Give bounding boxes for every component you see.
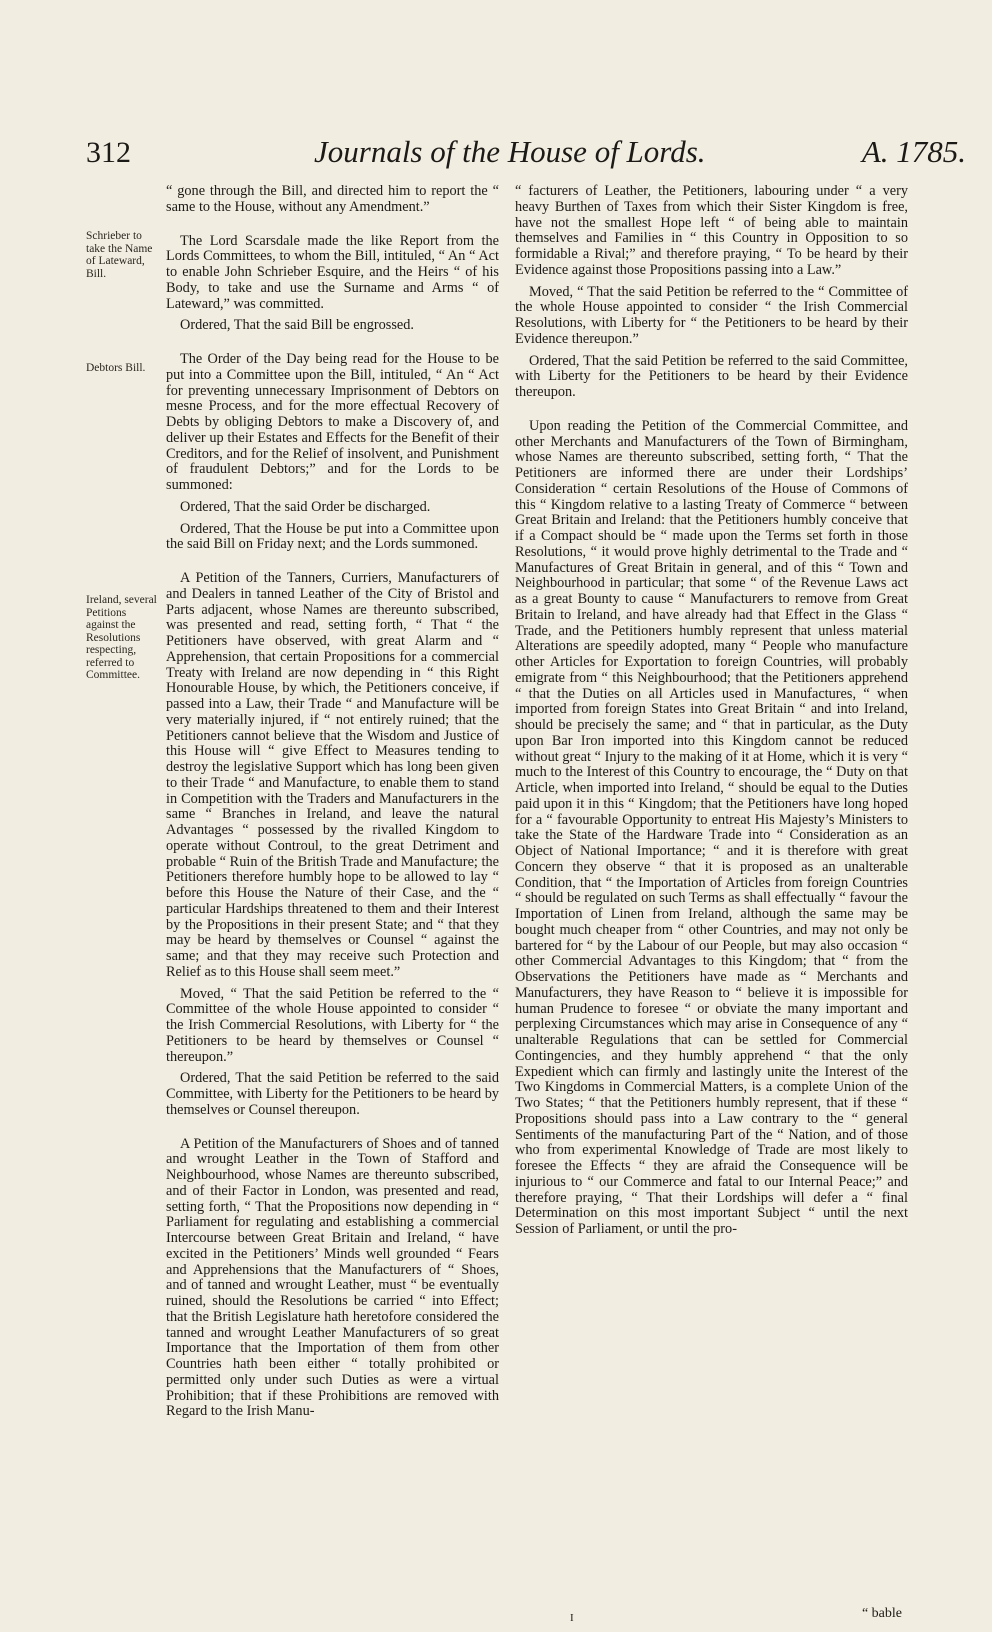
year-label: A. 1785. [861,134,966,169]
catchword: “ bable [861,1606,902,1621]
paragraph: A Petition of the Manufacturers of Shoes and of tanned and wrought Leather in the Town of Stafford and Neighbourhood, whose Names are thereunto subscribed, and of their Factor in London, was presented and read, setting forth, “ That the Propositions now depending in “ Parliament for regulating and establishing a commercial Intercourse between Great Britain and Ireland, “ have excited in the Petitioners’ Minds well grounded “ Fears and Apprehensions that the Manufacturers of “ Shoes, and of tanned and wrought Leather, must “ be eventually ruined, should the Resolutions be carried “ into Effect; that the British Legislature hath heretofore considered the tanned and wrought Leather Manufacturers of so great Importance that the Importation of them from other Countries hath been either “ totally prohibited or permitted only under such Duties as were a virtual Prohibition; that if these Prohibitions are removed with Regard to the Irish Manu- [166,1135,499,1420]
margin-note-schrieber-bill: Schrieber to take the Name of Lateward, Bill. [86,230,153,280]
paragraph: A Petition of the Tanners, Curriers, Manufacturers of and Dealers in tanned Leather of the City of Bristol and Parts adjacent, whose Names are thereunto subscribed, was presented and read, setting forth, “ That “ the Petitioners have observed, with great Alarm and “ Apprehension, that certain Propositions for a commercial Treaty with Ireland are now depending in “ this Right Honourable House, by which, the Petitioners conceive, if passed into a Law, their Trade “ and Manufacture will be very materially injured, if “ not entirely ruined; that the Petitioners cannot believe that the Wisdom and Justice of this House will “ give Effect to Measures tending to destroy the legislative Support which has long been given to their Trade “ and Manufacture, to enable them to stand in Competition with the Traders and Manufacturers in the same “ Branches in Ireland, and leave the natural Advantages “ possessed by the rivalled Kingdom to operate without Controul, to the great Detriment and probable “ Ruin of the British Trade and Manufacture; the Petitioners therefore humbly hope to be allowed to lay “ before this House the Nature of their Case, and the “ particular Hardships threatened to them and their Interest by the Propositions in their present State; and “ that they may be heard by themselves or Counsel “ against the same; and that they may receive such Protection and Relief as to this House shall seem meet.” [166,570,499,980]
margin-note-ireland-petitions: Ireland, several Petitions against the Resolutions respecting, referred to Committee. [86,594,157,681]
margin-note-debtors-bill: Debtors Bill. [86,362,146,374]
paragraph: Ordered, That the said Order be discharged. [180,498,431,515]
left-column [166,184,499,1426]
paragraph: Upon reading the Petition of the Commercial Committee, and other Merchants and Manufacturers of the Town of Birmingham, whose Names are thereunto subscribed, setting forth, “ That the Petitioners are informed there are under their Lordships’ Consideration “ certain Resolutions of the House of Commons of this “ Kingdom relative to a lasting Treaty of Commerce “ between Great Britain and Ireland: that the Petitioners humbly conceive that if a Compact should be “ made upon the Terms set forth in those Resolutions, “ it would prove highly detrimental to the Trade and “ Manufactures of Great Britain in general, and of this “ Town and Neighbourhood in particular; that some “ of the Revenue Laws act as a great Bounty to cause “ Manufacturers to remove from Great Britain to Ireland, and have already had that Effect in the Glass “ Trade, and the Petitioners humbly represent that unless material Alterations are speedily adopted, many “ People who manufacture other Articles for Exportation to foreign Countries, will probably emigrate from “ this Neighbourhood; that the Petitioners apprehend “ that the Duties on all Articles used in Manufactures, “ when imported from foreign States into Great Britain “ and into Ireland, should be precisely the same; and “ that in particular, as the Duty upon Bar Iron imported into this Kingdom cannot be reduced without great “ Injury to the making of it at Home, which it is very “ much to the Interest of this Country to encourage, the “ Duty on that Article, when imported into Ireland, “ should be equal to the Duties paid upon it in this “ Kingdom; that the Petitioners have long hoped for a “ favourable Opportunity to entreat His Majesty’s Ministers to take the State of the Hardware Trade into “ Consideration as an Object of National Importance; “ and it is therefore with great Concern they observe “ that it is proposed as an unalterable Condition, that “ the Importation of Articles from foreign Countries “ should be regulated on such Terms as shall effectually “ favour the Importation of Linen from Ireland, although the same may be bought much cheaper from “ other Countries, and may not only be bartered for “ by the Labour of our People, but may also occasion “ other Commercial Advantages to this Kingdom; that “ from the Observations the Petitioners have made as “ Merchants and Manufacturers, they have Reason to “ believe it is impossible for human Prudence to foresee “ or obviate the many important and perplexing Circumstances which may arise in Consequence of any “ unalterable Regulations that can be settled for Commercial Contingencies, and they humbly apprehend “ that the only Expedient which can firmly and lastingly unite the Interest of the Two Kingdoms in Commercial Matters, is a complete Union of the Two States; “ that the Petitioners humbly represent, that if these “ Propositions should pass into a Law contrary to the “ general Sentiments of the manufacturing Part of the “ Nation, and of those who from experimental Knowledge of Trade are most likely to foresee the Effects “ they are afraid the Consequence will be injurious to “ our Commerce and fatal to our Internal Peace;” and therefore praying, “ That their Lordships will defer a “ final Determination on this most important Subject “ until the next Session of Parliament, or until the pro- [515,417,908,1237]
page-number: 312 [86,136,131,169]
signature-mark: I [570,1612,574,1624]
paragraph: Ordered, That the House be put into a Committee upon the said Bill on Friday next; and the Lords summoned. [166,520,499,553]
paragraph: Ordered, That the said Bill be engrossed. [180,317,414,334]
paragraph: Ordered, That the said Petition be referred to the said Committee, with Liberty for the Petitioners to be heard by their Evidence thereupon. [515,352,908,400]
right-column [515,184,908,1244]
paragraph: The Order of the Day being read for the House to be put into a Committee upon the Bill, intituled, “ An “ Act for preventing unnecessary Imprisonment of Debtors on mesne Process, and for the more effectual Recovery of Debts by obliging Debtors to make a Discovery of, and deliver up their Estates and Effects for the Benefit of their Creditors, and for the Relief of insolvent, and Punishment of fraudulent Debtors;” and for the Lords to be summoned: [166,351,499,493]
paragraph: The Lord Scarsdale made the like Report from the Lords Committees, to whom the Bill, intituled, “ An “ Act to enable John Schrieber Esquire, and the Heirs “ of his Body, to take and use the Surname and Arms “ of Lateward,” was committed. [166,232,499,312]
paragraph: Ordered, That the said Petition be referred to the said Committee, with Liberty for the Petitioners to be heard by themselves or Counsel thereupon. [166,1070,499,1118]
paragraph: “ facturers of Leather, the Petitioners, labouring under “ a very heavy Burthen of Taxes from which their Sister Kingdom is free, have not the smallest Hope left “ of being able to maintain themselves and Families in “ this Country in Opposition to so formidable a Rival;” and therefore praying, “ To be heard by their Evidence against those Propositions passing into a Law.” [515,183,908,278]
page-header [86,134,966,174]
paragraph: “ gone through the Bill, and directed him to report the “ same to the House, without any Amendment.” [166,183,499,215]
running-title: Journals of the House of Lords. [314,134,706,169]
paragraph: Moved, “ That the said Petition be referred to the “ Committee of the whole House appointed to consider “ the Irish Commercial Resolutions, with Liberty for “ the Petitioners to be heard by their Evidence thereupon.” [515,283,908,347]
paragraph: Moved, “ That the said Petition be referred to the “ Committee of the whole House appointed to consider “ the Irish Commercial Resolutions, with Liberty for “ the Petitioners to be heard by themselves or Counsel “ thereupon.” [166,985,499,1065]
